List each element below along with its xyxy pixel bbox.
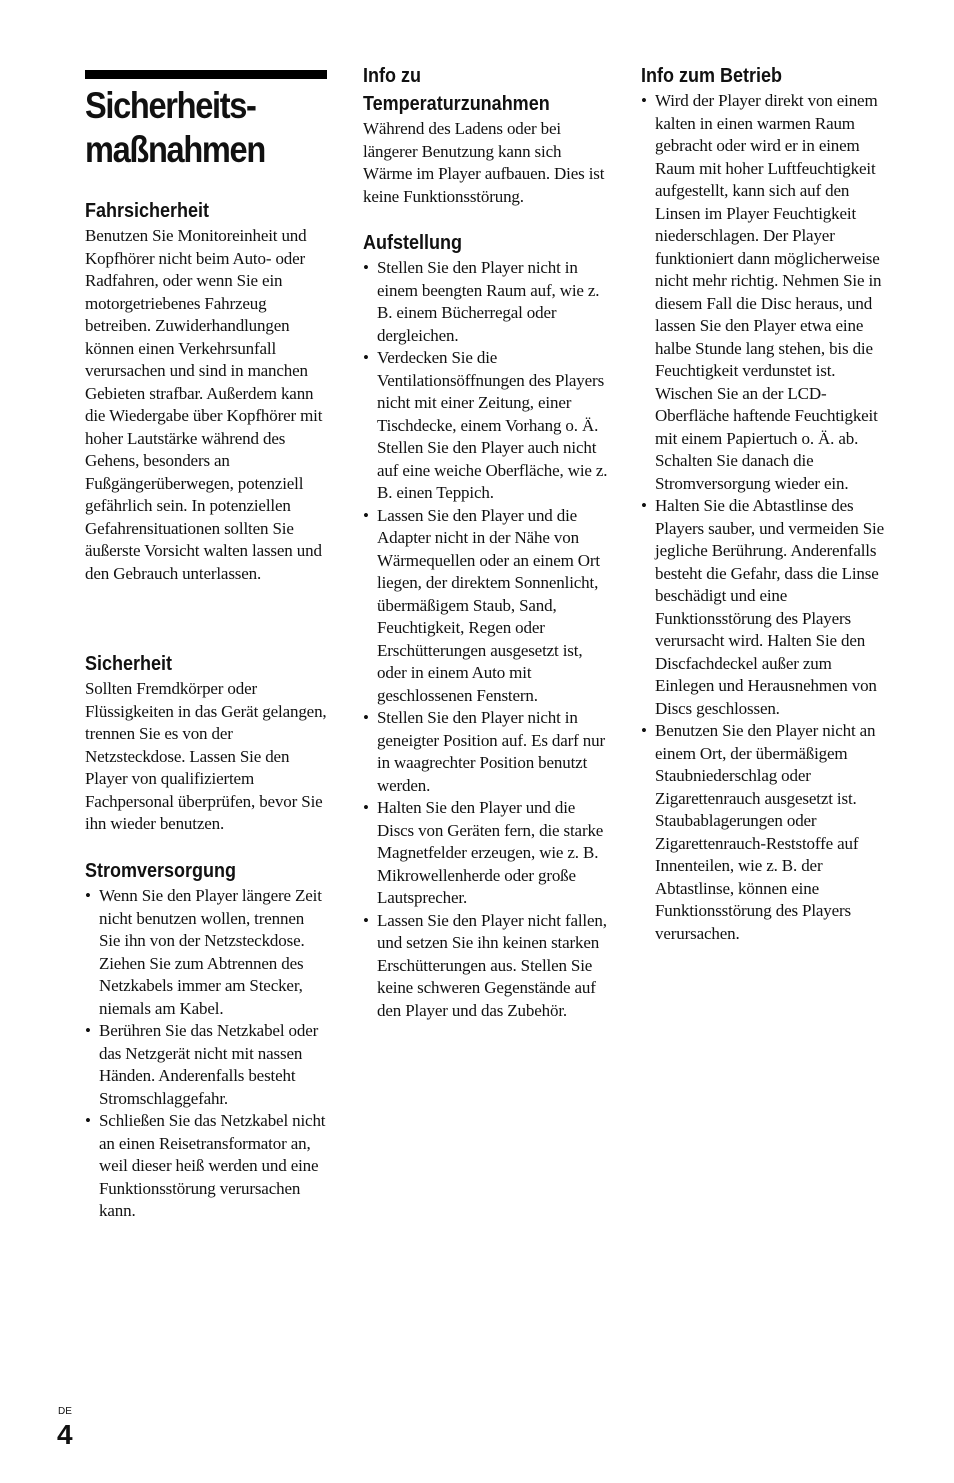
section-heading-betrieb: Info zum Betrieb <box>641 65 783 87</box>
section-heading-aufstellung: Aufstellung <box>363 232 462 254</box>
language-code: DE <box>58 1406 72 1417</box>
bullet-list-aufstellung <box>363 257 608 1022</box>
list-item: • Schließen Sie das Netzkabel nicht an einen Reisetransformator an, weil dieser heiß werden und eine Funktionsstörung verursachen kann. <box>85 1110 327 1223</box>
list-item: • Stellen Sie den Player nicht in geneigter Position auf. Es darf nur in waagrechter Position benutzt werden. <box>363 707 608 797</box>
bullet-list-stromversorgung <box>85 885 327 1223</box>
page-number: 4 <box>57 1419 73 1450</box>
section-text-temperatur: Während des Ladens oder bei längerer Benutzung kann sich Wärme im Player aufbauen. Dies ist keine Funktionsstörung. <box>363 119 605 206</box>
section-text-sicherheit: Sollten Fremdkörper oder Flüssigkeiten in das Gerät gelangen, trennen Sie es von der Netzsteckdose. Lassen Sie den Player von qualifiziertem Fachpersonal überprüfen, bevor Sie ihn wieder benutzen. <box>85 679 327 833</box>
list-item: • Berühren Sie das Netzkabel oder das Netzgerät nicht mit nassen Händen. Anderenfalls besteht Stromschlaggefahr. <box>85 1020 327 1110</box>
section-text-fahrsicherheit: Benutzen Sie Monitoreinheit und Kopfhörer nicht beim Auto- oder Radfahren, oder wenn Sie ein motorgetriebenes Fahrzeug betreiben. Zuwiderhandlungen können einen Verkehrsunfall verursachen und sind in manchen Gebieten strafbar. Außerdem kann die Wiedergabe über Kopfhörer mit hoher Lautstärke während des Gehens, besonders an Fußgängerüberwegen, potenziell gefährlich sein. In potenziellen Gefahrensituationen sollten Sie äußerste Vorsicht walten lassen und den Gebrauch unterlassen. <box>85 226 323 583</box>
title-rule <box>85 70 327 79</box>
list-item: • Verdecken Sie die Ventilationsöffnungen des Players nicht mit einer Zeitung, einer Tischdecke, einem Vorhang o. Ä. Stellen Sie den Player auch nicht auf eine weiche Oberfläche, wie z. B. einen Teppich. <box>363 347 608 505</box>
section-heading-temperatur-line-1: Info zu <box>363 65 421 87</box>
list-item: • Stellen Sie den Player nicht in einem beengten Raum auf, wie z. B. einem Bücherregal oder dergleichen. <box>363 257 608 347</box>
section-sicherheit <box>85 650 327 836</box>
list-item: • Halten Sie die Abtastlinse des Players sauber, und vermeiden Sie jegliche Berührung. Anderenfalls besteht die Gefahr, dass die Linse beschädigt und eine Funktionsstörung des Players verursacht wird. Halten Sie den Discfachdeckel außer zum Einlegen und Herausnehmen von Discs geschlossen. <box>641 495 886 720</box>
page-title-line-2: maßnahmen <box>85 129 265 170</box>
section-heading-temperatur-line-2: Temperaturzunahmen <box>363 93 550 115</box>
list-item: • Wenn Sie den Player längere Zeit nicht benutzen wollen, trennen Sie ihn von der Netzsteckdose. Ziehen Sie zum Abtrennen des Netzkabels immer am Stecker, niemals am Kabel. <box>85 885 327 1020</box>
section-heading-fahrsicherheit: Fahrsicherheit <box>85 200 210 222</box>
section-stromversorgung <box>85 857 327 1223</box>
list-item: • Lassen Sie den Player und die Adapter nicht in der Nähe von Wärmequellen oder an einem Ort liegen, der direktem Sonnenlicht, übermäßigem Staub, Sand, Feuchtigkeit, Regen oder Erschütterungen ausgesetzt ist, oder in einem Auto mit geschlossenen Fenstern. <box>363 505 608 708</box>
list-item: • Wird der Player direkt von einem kalten in einen warmen Raum gebracht oder wird er in einem Raum mit hoher Luftfeuchtigkeit aufgestellt, kann sich auf den Linsen im Player Feuchtigkeit niederschlagen. Der Player funktioniert dann möglicherweise nicht mehr richtig. Nehmen Sie in diesem Fall die Disc heraus, und lassen Sie den Player etwa eine halbe Stunde lang stehen, bis die Feuchtigkeit verdunstet ist. Wischen Sie an der LCD-Oberfläche haftende Feuchtigkeit mit einem Papiertuch o. Ä. ab. Schalten Sie danach die Stromversorgung wieder ein. <box>641 90 886 495</box>
list-item: • Benutzen Sie den Player nicht an einem Ort, der übermäßigem Staubniederschlag oder Zigarettenrauch ausgesetzt ist. Staubablagerungen oder Zigarettenrauch-Reststoffe auf Innenteilen, wie z. B. der Abtastlinse, können eine Funktionsstörung des Players verursachen. <box>641 720 886 945</box>
section-heading-sicherheit: Sicherheit <box>85 653 173 675</box>
section-aufstellung <box>363 229 608 1022</box>
section-heading-stromversorgung: Stromversorgung <box>85 860 237 882</box>
list-item: • Halten Sie den Player und die Discs von Geräten fern, die starke Magnetfelder erzeugen, wie z. B. Mikrowellenherde oder große Lautsprecher. <box>363 797 608 910</box>
section-betrieb <box>641 62 886 945</box>
bullet-list-betrieb <box>641 90 886 945</box>
page-title <box>85 84 305 172</box>
page-title-line-1: Sicherheits- <box>85 85 256 126</box>
section-temperatur <box>363 62 608 208</box>
section-fahrsicherheit <box>85 197 327 585</box>
list-item: • Lassen Sie den Player nicht fallen, und setzen Sie ihn keinen starken Erschütterungen aus. Stellen Sie keine schweren Gegenstände auf den Player und das Zubehör. <box>363 910 608 1023</box>
